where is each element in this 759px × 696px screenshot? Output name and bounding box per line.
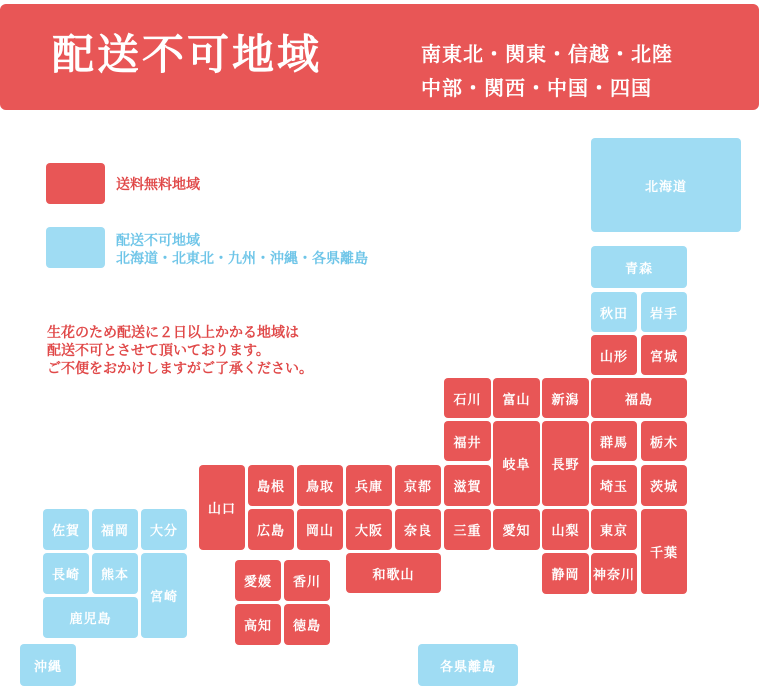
- pref-tottori: 鳥取: [297, 465, 343, 506]
- pref-toyama: 富山: [493, 378, 540, 418]
- pref-niigata: 新潟: [542, 378, 589, 418]
- pref-ibaraki: 茨城: [641, 465, 687, 506]
- pref-hokkaido: 北海道: [591, 138, 741, 232]
- pref-kagoshima: 鹿児島: [43, 597, 138, 638]
- pref-aomori: 青森: [591, 246, 687, 288]
- pref-akita: 秋田: [591, 292, 637, 332]
- pref-iwate: 岩手: [641, 292, 687, 332]
- page-title: 配送不可地域: [52, 30, 323, 79]
- pref-mie: 三重: [444, 509, 491, 550]
- pref-yamanashi: 山梨: [542, 509, 589, 550]
- deliverable-regions-line-1: 南東北・関東・信越・北陸: [421, 42, 673, 66]
- pref-aichi: 愛知: [493, 509, 540, 550]
- notice-line-1: 生花のため配送に２日以上かかる地域は: [47, 325, 299, 341]
- pref-shizuoka: 静岡: [542, 553, 589, 594]
- pref-nara: 奈良: [395, 509, 441, 550]
- pref-hyogo: 兵庫: [346, 465, 392, 506]
- deliverable-regions-line-2: 中部・関西・中国・四国: [421, 76, 652, 100]
- pref-chiba: 千葉: [641, 509, 687, 594]
- pref-okinawa: 沖縄: [20, 644, 76, 686]
- pref-kyoto: 京都: [395, 465, 441, 506]
- notice-line-2: 配送不可とさせて頂いております。: [47, 343, 270, 360]
- pref-wakayama: 和歌山: [346, 553, 441, 593]
- pref-saga: 佐賀: [43, 509, 89, 550]
- pref-nagasaki: 長崎: [43, 553, 89, 594]
- pref-kochi: 高知: [235, 604, 281, 645]
- pref-saitama: 埼玉: [591, 465, 637, 506]
- pref-miyagi: 宮城: [641, 335, 687, 375]
- pref-fukuoka: 福岡: [92, 509, 138, 550]
- legend-no-delivery-title: 配送不可地域: [116, 233, 200, 249]
- pref-gunma: 群馬: [591, 421, 637, 461]
- header-banner: [0, 4, 759, 110]
- pref-shimane: 島根: [248, 465, 294, 506]
- pref-kumamoto: 熊本: [92, 553, 138, 594]
- pref-nagano: 長野: [542, 421, 589, 506]
- pref-yamagata: 山形: [591, 335, 637, 375]
- pref-yamaguchi: 山口: [199, 465, 245, 550]
- pref-fukushima: 福島: [591, 378, 687, 418]
- notice-line-3: ご不便をおかけしますがご了承ください。: [47, 361, 313, 378]
- delivery-notice: [47, 324, 313, 379]
- pref-tokyo: 東京: [591, 509, 637, 550]
- legend-label-no-delivery: [116, 232, 368, 268]
- pref-kagawa: 香川: [284, 560, 330, 601]
- pref-hiroshima: 広島: [248, 509, 294, 550]
- pref-tochigi: 栃木: [641, 421, 687, 461]
- legend-swatch-free-shipping: [46, 163, 105, 204]
- pref-shiga: 滋賀: [444, 465, 491, 506]
- pref-tokushima: 徳島: [284, 604, 330, 645]
- legend-swatch-no-delivery: [46, 227, 105, 268]
- pref-kanagawa: 神奈川: [591, 553, 637, 594]
- pref-ishikawa: 石川: [444, 378, 491, 418]
- pref-islands: 各県離島: [418, 644, 518, 686]
- pref-fukui: 福井: [444, 421, 491, 461]
- pref-miyazaki: 宮崎: [141, 553, 187, 638]
- legend-label-free-shipping: 送料無料地域: [116, 177, 200, 193]
- legend-no-delivery-regions: 北海道・北東北・九州・沖縄・各県離島: [116, 251, 368, 268]
- pref-osaka: 大阪: [346, 509, 392, 550]
- pref-gifu: 岐阜: [493, 421, 540, 506]
- pref-oita: 大分: [141, 509, 187, 550]
- pref-okayama: 岡山: [297, 509, 343, 550]
- pref-ehime: 愛媛: [235, 560, 281, 601]
